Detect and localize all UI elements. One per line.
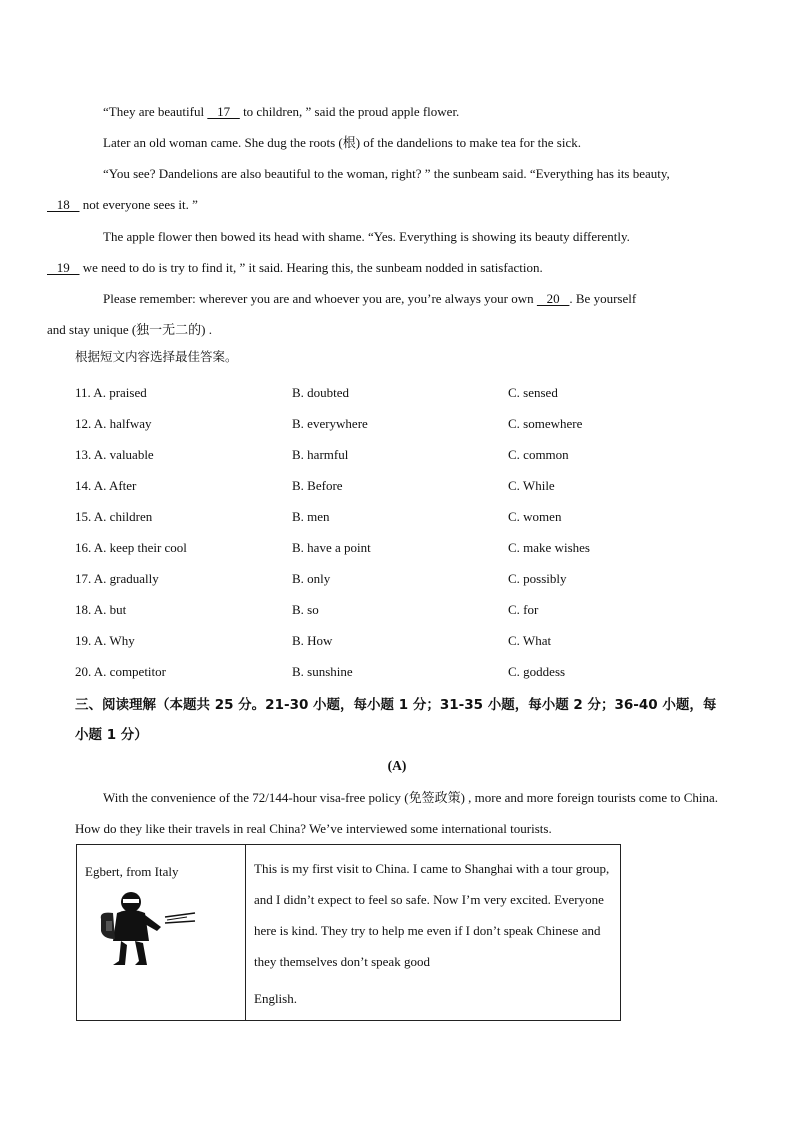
person-name: Egbert, from Italy xyxy=(85,864,179,879)
passage-text: The apple flower then bowed its head with shame. “Yes. Everything is showing its beauty differently. xyxy=(103,229,630,244)
option-a[interactable]: 12. A. halfway xyxy=(75,415,152,431)
option-b[interactable]: B. everywhere xyxy=(292,415,368,431)
passage-paragraph-18 xyxy=(47,158,725,220)
blank-20: 20 xyxy=(536,291,570,306)
options-list xyxy=(75,377,735,688)
passage-text: “You see? Dandelions are also beautiful to the woman, right? ” the sunbeam said. “Everything has its beauty, xyxy=(103,166,670,181)
option-row-13 xyxy=(75,439,735,470)
passage-text: not everyone sees it. ” xyxy=(79,197,198,212)
option-a[interactable]: 16. A. keep their cool xyxy=(75,540,187,556)
option-b[interactable]: B. sunshine xyxy=(292,664,353,680)
tourist-figure-icon xyxy=(91,889,201,969)
option-c[interactable]: C. What xyxy=(508,633,552,649)
passage-text: and stay unique (独一无二的) . xyxy=(47,322,213,337)
passage-text: . Be yourself xyxy=(569,291,637,306)
option-c[interactable]: C. women xyxy=(508,508,562,524)
passage-text: Please remember: wherever you are and whoever you are, you’re always your own xyxy=(103,291,537,306)
option-b[interactable]: B. doubted xyxy=(292,384,350,400)
option-b[interactable]: B. have a point xyxy=(292,540,371,556)
option-row-18 xyxy=(75,595,735,626)
option-b[interactable]: B. How xyxy=(292,633,333,649)
option-a[interactable]: 20. A. competitor xyxy=(75,664,166,680)
option-a[interactable]: 13. A. valuable xyxy=(75,446,154,462)
instruction-text: 根据短文内容选择最佳答案。 xyxy=(75,349,238,364)
passage-line-17 xyxy=(75,96,720,127)
option-b[interactable]: B. men xyxy=(292,508,330,524)
option-a[interactable]: 17. A. gradually xyxy=(75,571,159,587)
interview-text: This is my first visit to China. I came to Shanghai with a tour group, and I didn’t expect to feel so safe. Now I’m very excited. Everyone here is kind. They try to help me even if I don’t speak Chinese and they themselves don’t speak good xyxy=(254,861,610,969)
option-b[interactable]: B. Before xyxy=(292,477,343,493)
person-cell xyxy=(77,845,246,1021)
option-row-20 xyxy=(75,657,735,688)
passage-text: “They are beautiful xyxy=(103,104,208,119)
table-row xyxy=(77,845,621,1021)
option-row-16 xyxy=(75,532,735,563)
interview-table xyxy=(76,844,621,1021)
option-c[interactable]: C. make wishes xyxy=(508,540,590,556)
option-row-17 xyxy=(75,564,735,595)
option-c[interactable]: C. goddess xyxy=(508,664,566,680)
option-c[interactable]: C. sensed xyxy=(508,384,558,400)
option-b[interactable]: B. so xyxy=(292,602,319,618)
interview-text-cell xyxy=(246,845,621,1021)
option-c[interactable]: C. for xyxy=(508,602,539,618)
option-a[interactable]: 19. A. Why xyxy=(75,633,135,649)
passage-subtitle: (A) xyxy=(387,758,407,773)
option-c[interactable]: C. possibly xyxy=(508,571,567,587)
passage-text: we need to do is try to find it, ” it said. Hearing this, the sunbeam nodded in satisfaction. xyxy=(79,260,543,275)
option-b[interactable]: B. harmful xyxy=(292,446,349,462)
blank-19: 19 xyxy=(47,260,80,275)
option-a[interactable]: 18. A. but xyxy=(75,602,127,618)
option-row-14 xyxy=(75,470,735,501)
blank-17: 17 xyxy=(207,104,240,119)
interview-text-end: English. xyxy=(254,991,297,1006)
option-row-11 xyxy=(75,377,735,408)
option-a[interactable]: 14. A. After xyxy=(75,477,137,493)
passage-text: to children, ” said the proud apple flower. xyxy=(239,104,460,119)
option-a[interactable]: 15. A. children xyxy=(75,508,153,524)
passage-paragraph-20 xyxy=(47,283,725,345)
option-row-15 xyxy=(75,501,735,532)
option-b[interactable]: B. only xyxy=(292,571,331,587)
option-a[interactable]: 11. A. praised xyxy=(75,384,147,400)
reading-intro: With the convenience of the 72/144-hour visa-free policy (免签政策) , more and more foreign tourists come to China. How do they like their travels in real China? We’ve interviewed some international tourists. xyxy=(75,790,718,836)
passage-paragraph-19 xyxy=(47,221,720,283)
option-row-19 xyxy=(75,626,735,657)
option-c[interactable]: C. common xyxy=(508,446,569,462)
option-c[interactable]: C. somewhere xyxy=(508,415,583,431)
option-row-12 xyxy=(75,408,735,439)
blank-18: 18 xyxy=(47,197,80,212)
section-heading: 三、阅读理解（本题共 25 分。21-30 小题，每小题 1 分；31-35 小题，每小题 2 分；36-40 小题，每小题 1 分） xyxy=(75,697,717,743)
option-c[interactable]: C. While xyxy=(508,477,555,493)
passage-line-woman: Later an old woman came. She dug the roots (根) of the dandelions to make tea for the sick. xyxy=(103,135,581,150)
